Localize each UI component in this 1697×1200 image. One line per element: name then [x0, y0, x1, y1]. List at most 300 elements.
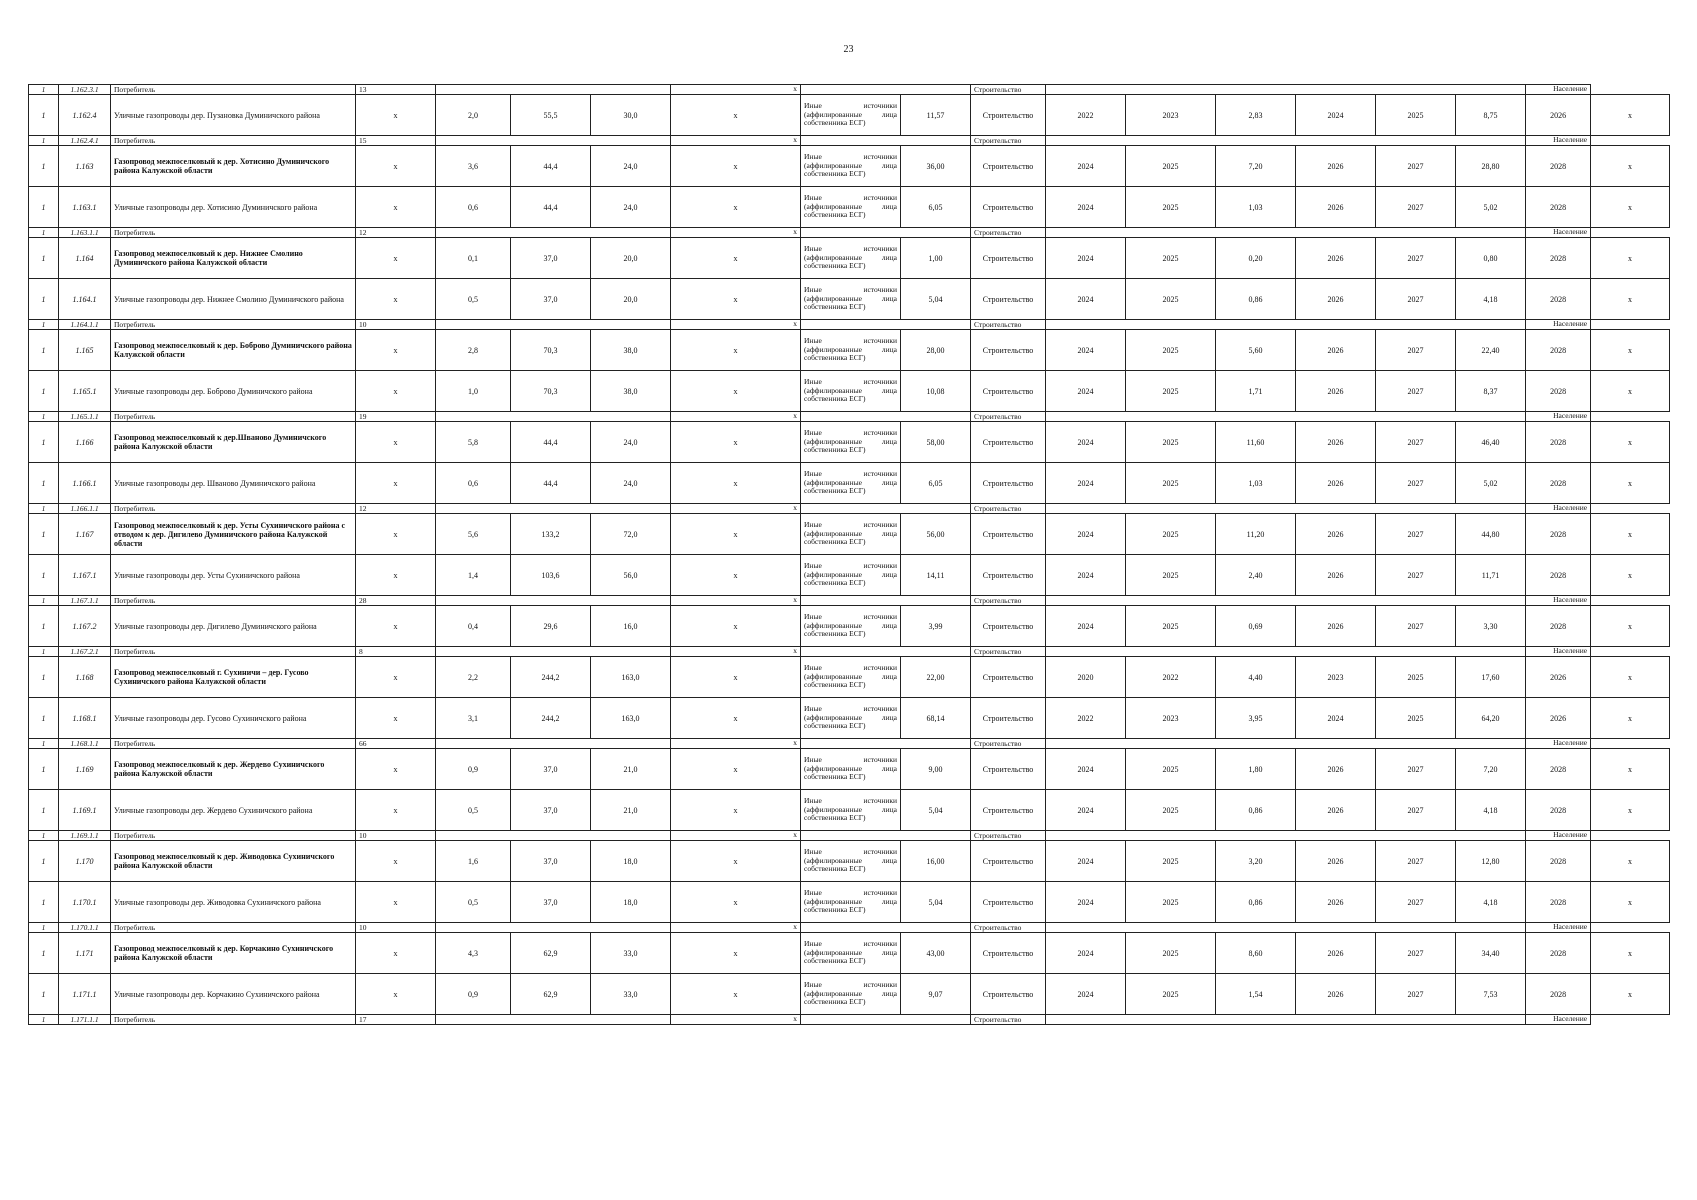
- row-section-number: 1: [29, 463, 59, 504]
- row-col-last: x: [1591, 749, 1670, 790]
- row-year-3: 2026: [1296, 882, 1376, 923]
- row-capacity: 24,0: [591, 422, 671, 463]
- row-length: 2,8: [436, 330, 511, 371]
- consumer-label: Потребитель: [111, 596, 356, 606]
- row-col-x: x: [356, 422, 436, 463]
- row-value-1: 0,20: [1216, 238, 1296, 279]
- row-length: 0,1: [436, 238, 511, 279]
- row-year-start: 2024: [1046, 422, 1126, 463]
- row-col-x: x: [356, 790, 436, 831]
- row-capacity: 38,0: [591, 330, 671, 371]
- row-col-x2: x: [671, 146, 801, 187]
- consumer-section-number: 1: [29, 923, 59, 933]
- empty-cell: [801, 739, 971, 749]
- empty-cell: [1046, 1015, 1526, 1025]
- consumer-col-x: x: [671, 85, 801, 95]
- row-value-2: 0,80: [1456, 238, 1526, 279]
- row-length: 5,6: [436, 514, 511, 555]
- empty-cell: [801, 647, 971, 657]
- empty-cell: [801, 228, 971, 238]
- consumer-section-number: 1: [29, 136, 59, 146]
- row-code: 1.162.4: [59, 95, 111, 136]
- row-work-type: Строительство: [971, 555, 1046, 596]
- consumer-population: Население: [1526, 504, 1591, 514]
- row-cost: 14,11: [901, 555, 971, 596]
- row-year-3: 2026: [1296, 463, 1376, 504]
- row-year-3: 2026: [1296, 146, 1376, 187]
- row-object-name: Уличные газопроводы дер. Живодовка Сухиничского района: [111, 882, 356, 923]
- empty-cell: [801, 596, 971, 606]
- row-length: 3,1: [436, 698, 511, 739]
- empty-cell: [1046, 596, 1526, 606]
- consumer-code: 1.169.1.1: [59, 831, 111, 841]
- row-col-x2: x: [671, 463, 801, 504]
- row-capacity: 33,0: [591, 933, 671, 974]
- row-pressure: 133,2: [511, 514, 591, 555]
- row-year-start: 2020: [1046, 657, 1126, 698]
- row-year-end: 2025: [1126, 422, 1216, 463]
- consumer-row: [29, 739, 1670, 749]
- row-year-5: 2028: [1526, 790, 1591, 831]
- empty-cell: [436, 647, 671, 657]
- row-col-x2: x: [671, 606, 801, 647]
- row-col-x: x: [356, 698, 436, 739]
- row-year-end: 2023: [1126, 698, 1216, 739]
- row-work-type: Строительство: [971, 238, 1046, 279]
- row-year-start: 2024: [1046, 146, 1126, 187]
- consumer-row: [29, 504, 1670, 514]
- empty-cell: [1046, 831, 1526, 841]
- row-year-start: 2022: [1046, 95, 1126, 136]
- row-funding-source: Иные источники (аффилированные лица собственника ЕСГ): [801, 749, 901, 790]
- row-cost: 5,04: [901, 790, 971, 831]
- row-funding-source: Иные источники (аффилированные лица собственника ЕСГ): [801, 279, 901, 320]
- row-col-x: x: [356, 555, 436, 596]
- table-row: [29, 698, 1670, 739]
- row-year-3: 2026: [1296, 330, 1376, 371]
- row-year-start: 2024: [1046, 749, 1126, 790]
- row-col-last: x: [1591, 187, 1670, 228]
- row-year-5: 2026: [1526, 95, 1591, 136]
- row-year-5: 2028: [1526, 841, 1591, 882]
- row-code: 1.166: [59, 422, 111, 463]
- row-funding-source: Иные источники (аффилированные лица собственника ЕСГ): [801, 698, 901, 739]
- row-year-5: 2028: [1526, 238, 1591, 279]
- row-year-5: 2028: [1526, 330, 1591, 371]
- row-year-start: 2024: [1046, 514, 1126, 555]
- consumer-label: Потребитель: [111, 136, 356, 146]
- consumer-col-x: x: [671, 320, 801, 330]
- row-cost: 5,04: [901, 279, 971, 320]
- row-code: 1.171: [59, 933, 111, 974]
- consumer-count: 10: [356, 923, 436, 933]
- consumer-col-x: x: [671, 412, 801, 422]
- row-object-name: Газопровод межпоселковый к дер. Корчакино Сухиничского района Калужской области: [111, 933, 356, 974]
- consumer-population: Население: [1526, 739, 1591, 749]
- row-year-3: 2023: [1296, 657, 1376, 698]
- table-row: [29, 514, 1670, 555]
- row-col-last: x: [1591, 330, 1670, 371]
- row-value-2: 28,80: [1456, 146, 1526, 187]
- row-capacity: 16,0: [591, 606, 671, 647]
- row-cost: 9,00: [901, 749, 971, 790]
- empty-cell: [1046, 412, 1526, 422]
- consumer-population: Население: [1526, 320, 1591, 330]
- consumer-row: [29, 228, 1670, 238]
- row-code: 1.164: [59, 238, 111, 279]
- row-col-x: x: [356, 841, 436, 882]
- row-funding-source: Иные источники (аффилированные лица собственника ЕСГ): [801, 187, 901, 228]
- empty-cell: [801, 136, 971, 146]
- row-year-end: 2025: [1126, 330, 1216, 371]
- consumer-row: [29, 85, 1670, 95]
- row-cost: 22,00: [901, 657, 971, 698]
- row-year-4: 2027: [1376, 790, 1456, 831]
- row-length: 0,9: [436, 749, 511, 790]
- row-year-end: 2023: [1126, 95, 1216, 136]
- row-value-1: 0,69: [1216, 606, 1296, 647]
- row-year-end: 2025: [1126, 187, 1216, 228]
- consumer-code: 1.166.1.1: [59, 504, 111, 514]
- consumer-col-x: x: [671, 831, 801, 841]
- row-object-name: Уличные газопроводы дер. Хотисино Думиничского района: [111, 187, 356, 228]
- row-length: 0,6: [436, 463, 511, 504]
- empty-cell: [801, 320, 971, 330]
- row-object-name: Газопровод межпоселковый к дер. Хотисино Думиничского района Калужской области: [111, 146, 356, 187]
- row-object-name: Уличные газопроводы дер. Гусово Сухиничского района: [111, 698, 356, 739]
- empty-cell: [1046, 647, 1526, 657]
- row-year-4: 2027: [1376, 933, 1456, 974]
- row-length: 0,5: [436, 279, 511, 320]
- row-year-3: 2026: [1296, 187, 1376, 228]
- row-value-1: 8,60: [1216, 933, 1296, 974]
- consumer-code: 1.167.2.1: [59, 647, 111, 657]
- row-object-name: Уличные газопроводы дер. Шваново Думиничского района: [111, 463, 356, 504]
- row-cost: 68,14: [901, 698, 971, 739]
- row-year-3: 2024: [1296, 698, 1376, 739]
- row-funding-source: Иные источники (аффилированные лица собственника ЕСГ): [801, 933, 901, 974]
- row-cost: 11,57: [901, 95, 971, 136]
- row-funding-source: Иные источники (аффилированные лица собственника ЕСГ): [801, 555, 901, 596]
- row-pressure: 70,3: [511, 371, 591, 412]
- consumer-population: Население: [1526, 228, 1591, 238]
- consumer-row: [29, 412, 1670, 422]
- row-col-x2: x: [671, 279, 801, 320]
- row-year-4: 2027: [1376, 974, 1456, 1015]
- row-object-name: Газопровод межпоселковый к дер.Шваново Думиничского района Калужской области: [111, 422, 356, 463]
- row-pressure: 37,0: [511, 882, 591, 923]
- row-length: 1,6: [436, 841, 511, 882]
- row-work-type: Строительство: [971, 146, 1046, 187]
- row-object-name: Газопровод межпоселковый к дер. Усты Сухиничского района с отводом к дер. Дигилево Думиничского района Калужской области: [111, 514, 356, 555]
- row-year-start: 2024: [1046, 790, 1126, 831]
- row-value-1: 7,20: [1216, 146, 1296, 187]
- row-value-2: 34,40: [1456, 933, 1526, 974]
- row-year-4: 2027: [1376, 514, 1456, 555]
- row-col-last: x: [1591, 882, 1670, 923]
- row-year-end: 2025: [1126, 606, 1216, 647]
- row-code: 1.164.1: [59, 279, 111, 320]
- row-work-type: Строительство: [971, 463, 1046, 504]
- row-year-start: 2024: [1046, 933, 1126, 974]
- row-year-5: 2028: [1526, 882, 1591, 923]
- table-row: [29, 841, 1670, 882]
- consumer-section-number: 1: [29, 85, 59, 95]
- consumer-code: 1.164.1.1: [59, 320, 111, 330]
- row-pressure: 244,2: [511, 657, 591, 698]
- row-value-2: 11,71: [1456, 555, 1526, 596]
- row-col-last: x: [1591, 371, 1670, 412]
- row-col-last: x: [1591, 606, 1670, 647]
- consumer-population: Население: [1526, 412, 1591, 422]
- consumer-label: Потребитель: [111, 831, 356, 841]
- row-section-number: 1: [29, 187, 59, 228]
- row-length: 0,6: [436, 187, 511, 228]
- row-work-type: Строительство: [971, 95, 1046, 136]
- row-section-number: 1: [29, 330, 59, 371]
- row-section-number: 1: [29, 749, 59, 790]
- consumer-work-type: Строительство: [971, 647, 1046, 657]
- consumer-work-type: Строительство: [971, 228, 1046, 238]
- row-code: 1.167.2: [59, 606, 111, 647]
- empty-cell: [1046, 136, 1526, 146]
- consumer-section-number: 1: [29, 831, 59, 841]
- row-work-type: Строительство: [971, 371, 1046, 412]
- consumer-section-number: 1: [29, 412, 59, 422]
- row-section-number: 1: [29, 371, 59, 412]
- table-row: [29, 146, 1670, 187]
- row-year-4: 2027: [1376, 238, 1456, 279]
- empty-cell: [1046, 923, 1526, 933]
- row-cost: 5,04: [901, 882, 971, 923]
- table-row: [29, 371, 1670, 412]
- row-year-end: 2025: [1126, 555, 1216, 596]
- row-length: 4,3: [436, 933, 511, 974]
- empty-cell: [801, 1015, 971, 1025]
- row-year-5: 2028: [1526, 187, 1591, 228]
- row-col-x: x: [356, 238, 436, 279]
- row-work-type: Строительство: [971, 790, 1046, 831]
- consumer-work-type: Строительство: [971, 923, 1046, 933]
- row-col-last: x: [1591, 514, 1670, 555]
- row-cost: 43,00: [901, 933, 971, 974]
- table-row: [29, 330, 1670, 371]
- row-length: 0,4: [436, 606, 511, 647]
- consumer-code: 1.168.1.1: [59, 739, 111, 749]
- row-value-2: 5,02: [1456, 463, 1526, 504]
- row-cost: 6,05: [901, 187, 971, 228]
- row-year-4: 2027: [1376, 606, 1456, 647]
- consumer-code: 1.165.1.1: [59, 412, 111, 422]
- row-pressure: 44,4: [511, 146, 591, 187]
- row-col-last: x: [1591, 974, 1670, 1015]
- row-code: 1.165: [59, 330, 111, 371]
- row-year-4: 2027: [1376, 882, 1456, 923]
- row-col-x: x: [356, 882, 436, 923]
- row-year-end: 2025: [1126, 882, 1216, 923]
- row-work-type: Строительство: [971, 279, 1046, 320]
- row-col-x2: x: [671, 95, 801, 136]
- row-year-5: 2028: [1526, 463, 1591, 504]
- consumer-population: Население: [1526, 136, 1591, 146]
- row-year-start: 2024: [1046, 371, 1126, 412]
- row-capacity: 72,0: [591, 514, 671, 555]
- row-pressure: 37,0: [511, 279, 591, 320]
- row-year-end: 2025: [1126, 790, 1216, 831]
- consumer-row: [29, 596, 1670, 606]
- row-col-x: x: [356, 187, 436, 228]
- empty-cell: [801, 923, 971, 933]
- row-col-last: x: [1591, 698, 1670, 739]
- table-row: [29, 555, 1670, 596]
- row-funding-source: Иные источники (аффилированные лица собственника ЕСГ): [801, 657, 901, 698]
- consumer-row: [29, 320, 1670, 330]
- row-code: 1.169: [59, 749, 111, 790]
- row-col-x: x: [356, 146, 436, 187]
- row-col-x: x: [356, 749, 436, 790]
- row-col-x2: x: [671, 330, 801, 371]
- consumer-col-x: x: [671, 596, 801, 606]
- row-year-end: 2025: [1126, 238, 1216, 279]
- row-capacity: 24,0: [591, 463, 671, 504]
- row-pressure: 103,6: [511, 555, 591, 596]
- row-col-x2: x: [671, 371, 801, 412]
- row-year-start: 2024: [1046, 555, 1126, 596]
- consumer-section-number: 1: [29, 228, 59, 238]
- row-pressure: 244,2: [511, 698, 591, 739]
- consumer-col-x: x: [671, 504, 801, 514]
- consumer-count: 8: [356, 647, 436, 657]
- row-col-x: x: [356, 330, 436, 371]
- row-col-x2: x: [671, 933, 801, 974]
- row-cost: 1,00: [901, 238, 971, 279]
- row-value-1: 2,40: [1216, 555, 1296, 596]
- consumer-count: 13: [356, 85, 436, 95]
- row-pressure: 37,0: [511, 790, 591, 831]
- gas-pipeline-table: [28, 84, 1670, 1025]
- row-code: 1.168.1: [59, 698, 111, 739]
- table-row: [29, 238, 1670, 279]
- consumer-population: Население: [1526, 647, 1591, 657]
- row-value-2: 7,20: [1456, 749, 1526, 790]
- consumer-section-number: 1: [29, 504, 59, 514]
- row-year-start: 2024: [1046, 841, 1126, 882]
- row-section-number: 1: [29, 146, 59, 187]
- consumer-count: 10: [356, 320, 436, 330]
- row-value-2: 4,18: [1456, 790, 1526, 831]
- row-funding-source: Иные источники (аффилированные лица собственника ЕСГ): [801, 238, 901, 279]
- row-object-name: Газопровод межпоселковый к дер. Жердево Сухиничского района Калужской области: [111, 749, 356, 790]
- row-section-number: 1: [29, 841, 59, 882]
- table-row: [29, 95, 1670, 136]
- row-year-4: 2027: [1376, 749, 1456, 790]
- table-row: [29, 657, 1670, 698]
- row-capacity: 163,0: [591, 698, 671, 739]
- row-section-number: 1: [29, 698, 59, 739]
- row-pressure: 44,4: [511, 463, 591, 504]
- empty-cell: [1046, 320, 1526, 330]
- row-year-4: 2027: [1376, 555, 1456, 596]
- row-work-type: Строительство: [971, 974, 1046, 1015]
- row-value-1: 0,86: [1216, 279, 1296, 320]
- consumer-work-type: Строительство: [971, 596, 1046, 606]
- table-row: [29, 790, 1670, 831]
- row-funding-source: Иные источники (аффилированные лица собственника ЕСГ): [801, 514, 901, 555]
- row-year-3: 2026: [1296, 749, 1376, 790]
- row-cost: 28,00: [901, 330, 971, 371]
- row-col-last: x: [1591, 933, 1670, 974]
- consumer-label: Потребитель: [111, 739, 356, 749]
- row-year-5: 2026: [1526, 657, 1591, 698]
- row-col-x: x: [356, 514, 436, 555]
- row-pressure: 37,0: [511, 749, 591, 790]
- row-value-1: 0,86: [1216, 882, 1296, 923]
- row-year-3: 2026: [1296, 933, 1376, 974]
- empty-cell: [1046, 228, 1526, 238]
- row-year-3: 2026: [1296, 606, 1376, 647]
- consumer-count: 12: [356, 228, 436, 238]
- row-value-2: 17,60: [1456, 657, 1526, 698]
- row-length: 5,8: [436, 422, 511, 463]
- row-year-start: 2022: [1046, 698, 1126, 739]
- row-funding-source: Иные источники (аффилированные лица собственника ЕСГ): [801, 422, 901, 463]
- consumer-row: [29, 136, 1670, 146]
- row-value-1: 1,54: [1216, 974, 1296, 1015]
- row-length: 0,5: [436, 790, 511, 831]
- row-funding-source: Иные источники (аффилированные лица собственника ЕСГ): [801, 882, 901, 923]
- row-cost: 58,00: [901, 422, 971, 463]
- row-value-2: 22,40: [1456, 330, 1526, 371]
- row-cost: 56,00: [901, 514, 971, 555]
- row-work-type: Строительство: [971, 657, 1046, 698]
- row-cost: 3,99: [901, 606, 971, 647]
- row-capacity: 21,0: [591, 790, 671, 831]
- row-object-name: Уличные газопроводы дер. Усты Сухиничского района: [111, 555, 356, 596]
- row-capacity: 30,0: [591, 95, 671, 136]
- row-object-name: Уличные газопроводы дер. Пузановка Думиничского района: [111, 95, 356, 136]
- empty-cell: [436, 320, 671, 330]
- consumer-col-x: x: [671, 1015, 801, 1025]
- row-capacity: 21,0: [591, 749, 671, 790]
- consumer-count: 10: [356, 831, 436, 841]
- row-value-2: 12,80: [1456, 841, 1526, 882]
- table-row: [29, 933, 1670, 974]
- row-section-number: 1: [29, 555, 59, 596]
- table-row: [29, 422, 1670, 463]
- row-col-last: x: [1591, 841, 1670, 882]
- row-section-number: 1: [29, 790, 59, 831]
- row-col-x: x: [356, 933, 436, 974]
- row-col-x2: x: [671, 238, 801, 279]
- empty-cell: [436, 228, 671, 238]
- row-pressure: 44,4: [511, 422, 591, 463]
- row-col-x2: x: [671, 974, 801, 1015]
- row-col-x2: x: [671, 657, 801, 698]
- row-pressure: 37,0: [511, 841, 591, 882]
- empty-cell: [436, 831, 671, 841]
- row-year-4: 2025: [1376, 698, 1456, 739]
- row-year-3: 2026: [1296, 422, 1376, 463]
- row-capacity: 33,0: [591, 974, 671, 1015]
- consumer-population: Население: [1526, 1015, 1591, 1025]
- row-value-1: 4,40: [1216, 657, 1296, 698]
- row-section-number: 1: [29, 657, 59, 698]
- row-year-3: 2026: [1296, 974, 1376, 1015]
- empty-cell: [436, 412, 671, 422]
- row-year-start: 2024: [1046, 463, 1126, 504]
- row-year-4: 2027: [1376, 422, 1456, 463]
- row-year-5: 2028: [1526, 422, 1591, 463]
